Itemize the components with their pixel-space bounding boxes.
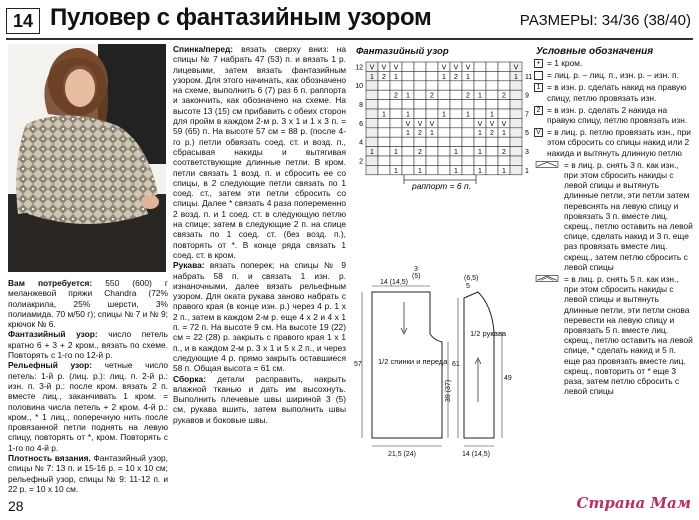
chart-cell [438, 118, 450, 127]
legend-item [534, 160, 694, 272]
legend-text: = лиц. р. – лиц. п., изн. р. – изн. п. [547, 70, 679, 81]
chart-cell [366, 137, 378, 146]
chart-cell [462, 156, 474, 165]
chart-grid [366, 62, 522, 175]
fancy-pattern-text: число петель кратно 6 + 3 + 2 кром., вязать по схеме. Повторять с 1-го по 12-й р. [8, 329, 168, 361]
chart-cell [462, 128, 474, 137]
relief-pattern-label: Рельефный узор: [8, 360, 92, 371]
chart-cell [414, 90, 426, 99]
chart-cell [486, 147, 498, 156]
chart-cell-symbol: 1 [406, 111, 410, 119]
chart-cell [426, 81, 438, 90]
chart-cell [450, 118, 462, 127]
chart-cell-symbol: 1 [514, 73, 518, 81]
chart-cell [486, 137, 498, 146]
chart-cell-symbol: 1 [394, 167, 398, 175]
instructions-column [173, 44, 346, 425]
chart-cell [366, 165, 378, 174]
page-title: Пуловер с фантазийным узором [50, 4, 432, 31]
chart-cell [402, 62, 414, 71]
chart-cell-symbol: 1 [370, 149, 374, 156]
chart-cell [474, 137, 486, 146]
chart-cell-symbol: 1 [442, 73, 446, 81]
legend-item [534, 58, 694, 68]
edge-stitch-symbol: • [534, 59, 543, 68]
row-label-left: 8 [359, 102, 363, 109]
chart-cell [426, 109, 438, 118]
relief-pattern-text: четные число петель: 1-й р. (лиц. р.): лиц. п. 2-й р.: изн. п. 3-й р.: после кром. вязать 2 п. вместе лиц., заканчивать 1 кром. = половина числа петель + 2 кром. 4-й р.: кром., * 1 лиц., поперечную нить после провязанной петли поднять на левую спицу, повторять от *, кром. Повторять с 1-го по 4-й р. [8, 360, 168, 453]
row-label-right: 11 [525, 73, 533, 81]
chart-cell [366, 128, 378, 137]
pattern-number: 14 [6, 8, 40, 34]
density-label: Плотность вязания. [8, 453, 91, 464]
chart-cell [414, 137, 426, 146]
row-label-right: 3 [525, 149, 529, 156]
row-label-right: 9 [525, 92, 529, 100]
row-label-left: 12 [355, 64, 363, 72]
chart-cell [462, 81, 474, 90]
chart-cell [438, 100, 450, 109]
legend-item [534, 82, 694, 102]
row-label-right: 1 [525, 167, 529, 175]
row-label-left: 10 [355, 83, 363, 91]
sleeve-label: Рукава: [173, 260, 205, 271]
chart-cell [378, 156, 390, 165]
chart-cell-symbol: V [513, 64, 519, 72]
legend-text: = в изн. р. сделать 2 накида на правую спицу, петлю провязать изн. [547, 104, 688, 126]
sleeve-top-2: 5 [466, 283, 470, 290]
chart-cell-symbol: 1 [370, 73, 374, 81]
chart-cell [486, 81, 498, 90]
chart-cell [402, 100, 414, 109]
chart-cell [390, 128, 402, 137]
chart-cell [426, 62, 438, 71]
chart-cell [378, 137, 390, 146]
chart-cell [510, 137, 522, 146]
front-back-label: 1/2 спинки и переда [378, 357, 448, 366]
chart-cell [414, 100, 426, 109]
chart-cell-symbol: 2 [466, 92, 470, 100]
legend-text: = в лиц. р. петлю провязать изн., при этом сбросить со спицы накид или 2 накида и вытянуть длинную петлю [547, 127, 691, 158]
chart-cell [498, 156, 510, 165]
chart-cell [438, 156, 450, 165]
legend-item [534, 70, 694, 80]
shoulder-size: (5) [412, 273, 421, 280]
legend-text: = в лиц. р. снять 5 п. как изн., при этом сбросить накиды с левой спицы и вытянуть длинные петли, эти петли снова перевести на левую спицу и провязать 5 п. вместе лиц. скрещ., петлю оставить на левой спице, * сделать накид и 5 п. еще раз провязать вместе лиц. скрещ., повторить от * еще 3 раза, затем петлю сбросить с левой спицы [564, 274, 693, 397]
header-divider [6, 38, 693, 40]
chart-cell [498, 137, 510, 146]
chart-cell [366, 118, 378, 127]
pattern-chart [352, 56, 533, 192]
chart-cell [414, 81, 426, 90]
chart-cell [510, 165, 522, 174]
chart-cell [450, 81, 462, 90]
legend-item [534, 105, 694, 125]
chart-cell [450, 156, 462, 165]
chart-cell [462, 118, 474, 127]
chart-cell [426, 137, 438, 146]
chart-cell-symbol: 1 [466, 111, 470, 119]
chart-cell [414, 71, 426, 80]
chart-cell [438, 165, 450, 174]
chart-cell [438, 147, 450, 156]
body-bottom-width: 21,5 (24) [388, 451, 417, 458]
chart-cell [378, 128, 390, 137]
chart-cell [402, 81, 414, 90]
chart-cell [438, 128, 450, 137]
row-label-left: 6 [359, 120, 363, 128]
chart-cell [474, 71, 486, 80]
density-text: Фантазийный узор, спицы № 7: 13 п. и 15-16 р. = 10 х 10 см; рельефный узор, спицы № 9: 11-12 п. и 22 р. = 10 х 10 см. [8, 453, 168, 494]
chart-cell-symbol: 2 [430, 92, 434, 100]
sleeve-bottom-width: 14 (14,5) [462, 451, 491, 458]
sleeve-text: вязать поперек; на спицы № 9 набрать 58 п. и связать 1 изн. р. изнаночными, далее вязать рельефным узором. Для оката рукава заново набрать с правого края (в конце изн. р.) через 4 р. 1 х 2 п., затем в каждом 2-м р. еще 4 х 2 и 4 х 1 п. = 72 п. На высоте 9 см. На высоте 19 (22) см = 22 (28) р. закрыть с правого края 1 х 1 п., и в каждом 2-м р. 3 х 1 и 5 х 2 п., и через следующие 4 р. прямо закрыть оставшиеся 58 п. Общая высота = 61 см. [173, 260, 346, 374]
chart-cell-symbol: 1 [418, 167, 422, 175]
body-height: 57 [354, 361, 362, 368]
chart-cell-symbol: 1 [478, 167, 482, 175]
chart-cell-symbol: 2 [382, 73, 386, 81]
chart-cell [378, 90, 390, 99]
legend-item [534, 127, 694, 158]
chart-cell [378, 147, 390, 156]
chart-cell [426, 71, 438, 80]
knit-stitch-symbol [534, 71, 543, 80]
page-number: 28 [8, 498, 24, 514]
chart-cell [402, 71, 414, 80]
legend-text: = 1 кром. [547, 58, 583, 68]
chart-cell [450, 90, 462, 99]
chart-cell-symbol: V [441, 64, 447, 72]
chart-cell [402, 156, 414, 165]
chart-cell-symbol: 1 [466, 73, 470, 81]
chart-cell [510, 81, 522, 90]
chart-cell [378, 118, 390, 127]
chart-cell [462, 147, 474, 156]
site-logo: Страна Мам [576, 494, 691, 512]
chart-cell-symbol: 1 [454, 149, 458, 156]
chart-cell [510, 156, 522, 165]
chart-cell-symbol: 2 [394, 92, 398, 100]
materials-text: 550 (600) г меланжевой пряжи Chandra (72% полиакрила, 25% шерсти, 3% полиамида. 70 м/50 г); спицы № 7 и № 9; крючок № 6. [8, 278, 168, 330]
sleeve-piece-outline [464, 292, 494, 438]
chart-cell-symbol: 1 [478, 130, 482, 138]
chart-cell [510, 147, 522, 156]
drop-stitch-symbol: V [534, 128, 543, 137]
chart-cell-symbol: 2 [418, 130, 422, 138]
chart-cell-symbol: V [393, 64, 399, 72]
chart-cell-symbol: 1 [406, 92, 410, 100]
shoulder-size-2: 3 [414, 266, 418, 273]
chart-cell-symbol: 1 [394, 149, 398, 156]
chart-cell [498, 81, 510, 90]
chart-cell-symbol: V [501, 120, 507, 128]
chart-cell [426, 165, 438, 174]
single-yarnover-symbol: 1 [534, 83, 543, 92]
legend-text: = в изн. р. сделать накид на правую спицу, петлю провязать изн. [547, 82, 687, 103]
chart-cell [462, 100, 474, 109]
row-label-left: 4 [359, 139, 363, 147]
row-label-left: 2 [359, 158, 363, 166]
chart-cell-symbol: V [477, 120, 483, 128]
chart-cell [474, 62, 486, 71]
assembly-text: детали расправить, накрыть влажной тканью и дать им высохнуть. Выполнить плечевые швы шириной 3 (5) см, рукава вшить, затем выполнить швы рукавов и боковые швы. [173, 373, 346, 425]
chart-cell-symbol: 1 [478, 92, 482, 100]
chart-cell-symbol: V [381, 64, 387, 72]
chart-cell [510, 118, 522, 127]
chart-cell [462, 137, 474, 146]
legend [534, 58, 694, 399]
chart-cell-symbol: 1 [502, 130, 506, 138]
chart-cell [414, 62, 426, 71]
chart-cell [450, 109, 462, 118]
chart-cell [390, 156, 402, 165]
chart-cell [498, 109, 510, 118]
chart-cell [510, 109, 522, 118]
chart-cell [510, 90, 522, 99]
legend-title: Условные обозначения [536, 46, 654, 57]
chart-cell [366, 90, 378, 99]
chart-cell [474, 156, 486, 165]
legend-item [534, 274, 694, 396]
chart-cell [486, 90, 498, 99]
chart-cell [378, 81, 390, 90]
chart-cell [402, 147, 414, 156]
sleeve-top: (6,5) [464, 275, 479, 282]
chart-cell [474, 100, 486, 109]
chart-cell-symbol: 2 [490, 130, 494, 138]
chart-cell [450, 137, 462, 146]
sleeve-label: 1/2 рукава [470, 329, 507, 338]
chart-cell [378, 165, 390, 174]
chart-cell-symbol: V [417, 120, 423, 128]
chart-cell [486, 62, 498, 71]
chart-cell [510, 128, 522, 137]
chart-cell-symbol: 1 [502, 167, 506, 175]
back-front-label: Спинка/перед: [173, 44, 234, 54]
chart-cell-symbol: 2 [502, 92, 506, 100]
chart-cell-symbol: 1 [442, 111, 446, 119]
chart-cell-symbol: 1 [478, 149, 482, 156]
body-top-width: 14 (14,5) [380, 279, 409, 286]
chart-cell [510, 100, 522, 109]
back-front-text: вязать сверху вниз: на спицы № 7 набрать 47 (53) п. и вязать 1 р. лицевыми, затем вязать фантазийным узором. Для этого начинать, как обозначено на схеме, выполнить 6 (7) раз 6 п. раппорта и закончить, как обозначено на схеме. На высоте 13 (15) см прибавить с обеих сторон для пройм в каждом 2-м р. 3 х 1 и 1 х 3 п. = 59 (65) п. На высоте 57 см = 88 р. (после 4-го р.) петли обвязать соед. ст. и возд. п., сбрасывая накиды и вытягивая соответствующие длинные петли. В кром. петли связать 1 возд. п. и сбросить ее со спицы, в 2 следующие петли связать по 1 соед. ст., затем эти петли сбросить со спицы. Далее * связать 4 раза попеременно 2 возд. п. и 1 соед. ст. в следующую петлю на спице; затем в следующие 2 п. на спице связать по 1 соед. ст. (без возд. п.), повторять от *. В конце ряда связать 1 соед. ст. в кром. [173, 44, 346, 260]
model-illustration [8, 44, 166, 272]
chart-cell [366, 100, 378, 109]
three-stitch-cluster-icon [534, 161, 560, 168]
model-photo [8, 44, 166, 272]
chart-cell [414, 109, 426, 118]
chart-cell-symbol: 2 [454, 73, 458, 81]
chart-cell [450, 128, 462, 137]
sleeve-cuff: 49 [504, 375, 512, 382]
sleeve-height: 61 [452, 361, 460, 368]
chart-cell-symbol: V [489, 120, 495, 128]
fancy-pattern-label: Фантазийный узор: [8, 329, 98, 340]
assembly-label: Сборка: [173, 373, 206, 384]
chart-cell-symbol: V [465, 64, 471, 72]
chart-cell-symbol: V [429, 120, 435, 128]
chart-cell [366, 109, 378, 118]
materials-column [8, 278, 168, 494]
chart-cell [438, 90, 450, 99]
chart-cell [498, 100, 510, 109]
legend-text: = в лиц. р. снять 3 п. как изн., при этом сбросить накиды с левой спицы и вытянуть длинные петли, эти петли затем перевснять на левую спицу и провязать 3 п. вместе лиц. скрещ., петлю оставить на левой спице, сделать накид и 3 п. еще раз провязать вместе лиц. скрещ., затем петлю сбросить с левой спицы [564, 159, 693, 272]
chart-cell [390, 100, 402, 109]
chart-cell [438, 137, 450, 146]
chart-cell [390, 109, 402, 118]
chart-cell-symbol: V [405, 120, 411, 128]
chart-cell [486, 100, 498, 109]
chart-cell [486, 156, 498, 165]
row-label-right: 7 [525, 111, 529, 119]
chart-cell-symbol: V [369, 64, 375, 72]
chart-cell-symbol: 2 [418, 149, 422, 156]
chart-cell [498, 62, 510, 71]
rapport-label: раппорт = 6 п. [412, 181, 472, 191]
chart-cell [378, 100, 390, 109]
chart-cell [426, 100, 438, 109]
double-yarnover-symbol: 2 [534, 106, 543, 115]
chart-cell [438, 81, 450, 90]
materials-label: Вам потребуется: [8, 278, 93, 288]
chart-cell [462, 165, 474, 174]
chart-cell [426, 147, 438, 156]
chart-cell [498, 71, 510, 80]
garment-schema [352, 262, 532, 462]
chart-cell [390, 118, 402, 127]
chart-cell [486, 71, 498, 80]
row-label-right: 5 [525, 130, 529, 138]
chart-cell [486, 165, 498, 174]
chart-cell [426, 156, 438, 165]
chart-cell-symbol: V [453, 64, 459, 72]
chart-cell [474, 81, 486, 90]
chart-cell-symbol: 1 [382, 111, 386, 119]
chart-cell [390, 81, 402, 90]
sizes-label: РАЗМЕРЫ: 34/36 (38/40) [519, 12, 691, 29]
chart-cell [450, 100, 462, 109]
chart-cell [402, 165, 414, 174]
chart-cell [474, 109, 486, 118]
chart-cell-symbol: 1 [490, 111, 494, 119]
chart-cell-symbol: 2 [502, 149, 506, 156]
pattern-chart-title: Фантазийный узор [356, 46, 449, 57]
chart-cell [390, 137, 402, 146]
chart-cell-symbol: 1 [454, 167, 458, 175]
chart-cell [366, 81, 378, 90]
chart-cell [402, 137, 414, 146]
armhole-depth: 39 (37) [445, 379, 452, 402]
chart-cell-symbol: 1 [394, 73, 398, 81]
five-stitch-cluster-icon [534, 275, 560, 282]
chart-cell-symbol: 1 [430, 130, 434, 138]
chart-cell [414, 156, 426, 165]
chart-cell [366, 156, 378, 165]
chart-cell-symbol: 1 [406, 130, 410, 138]
